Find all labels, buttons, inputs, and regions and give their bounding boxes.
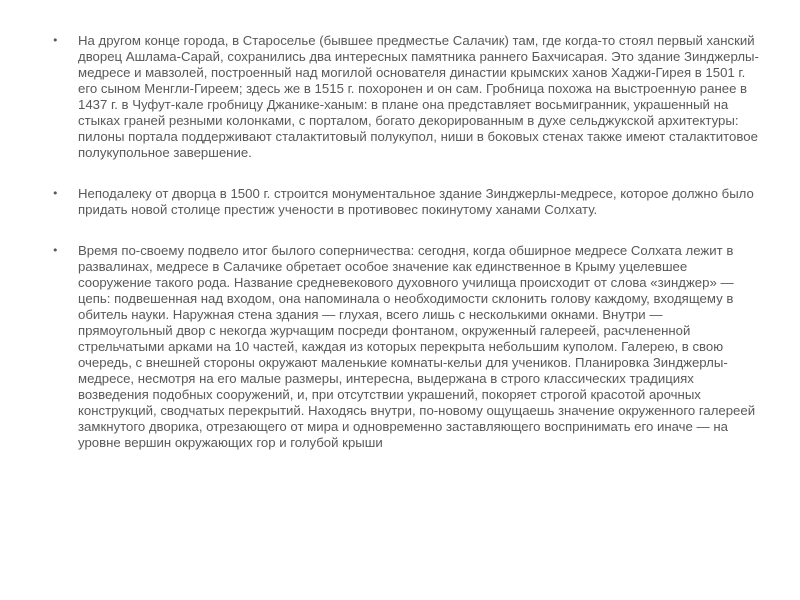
paragraph-text: На другом конце города, в Староселье (бывшее предместье Салачик) там, где когда-то стоял первый ханский дворец Ашлама-Сарай, сохранились два интересных памятника раннего Бахчисарая. Это здание Зинджерлы-медресе и мавзолей, построенный над могилой основателя династии крымских ханов Хаджи-Гирея в 1501 г. его сыном Менгли-Гиреем; здесь же в 1515 г. похоронен и он сам. Гробница похожа на выстроенную ранее в 1437 г. в Чуфут-кале гробницу Джанике-ханым: в плане она представляет восьмигранник, украшенный на стыках граней резными колонками, с порталом, богато декорированным в духе сельджукской архитектуры: пилоны портала поддерживают сталактитовый полукупол, ниши в боковых стенах также имеют сталактитовое полукупольное завершение. — [78, 33, 759, 160]
bullet-list — [40, 33, 760, 451]
list-item — [40, 33, 760, 161]
paragraph-text: Время по-своему подвело итог былого соперничества: сегодня, когда обширное медресе Солхата лежит в развалинах, медресе в Салачике обретает особое значение как единственное в Крыму уцелевшее сооружение такого рода. Название средневекового духовного училища происходит от слова «зинджер» — цепь: подвешенная над входом, она напоминала о необходимости склонить голову каждому, входящему в обитель науки. Наружная стена здания — глухая, всего лишь с несколькими окнами. Внутри — прямоугольный двор с некогда журчащим посреди фонтаном, окруженный галереей, расчлененной стрельчатыми арками на 10 частей, каждая из которых перекрыта небольшим куполом. Галерею, в свою очередь, с внешней стороны окружают маленькие комнаты-кельи для учеников. Планировка Зинджерлы-медресе, несмотря на его малые размеры, интересна, выдержана в строго классических традициях возведения подобных сооружений, и, при отсутствии украшений, покоряет строгой красотой арочных конструкций, сводчатых перекрытий. Находясь внутри, по-новому ощущаешь значение окруженного галереей замкнутого дворика, отрезающего от мира и одновременно заставляющего воспринимать его иначе — на уровне вершин окружающих гор и голубой крыши — [78, 243, 756, 450]
bullet-icon: • — [52, 34, 59, 47]
list-item — [40, 243, 760, 451]
paragraph-text: Неподалеку от дворца в 1500 г. строится монументальное здание Зинджерлы-медресе, которое должно было придать новой столице престиж учености в противовес покинутому ханами Солхату. — [78, 186, 754, 217]
bullet-icon: • — [52, 187, 59, 200]
list-item — [40, 186, 760, 218]
bullet-icon: • — [52, 244, 59, 257]
